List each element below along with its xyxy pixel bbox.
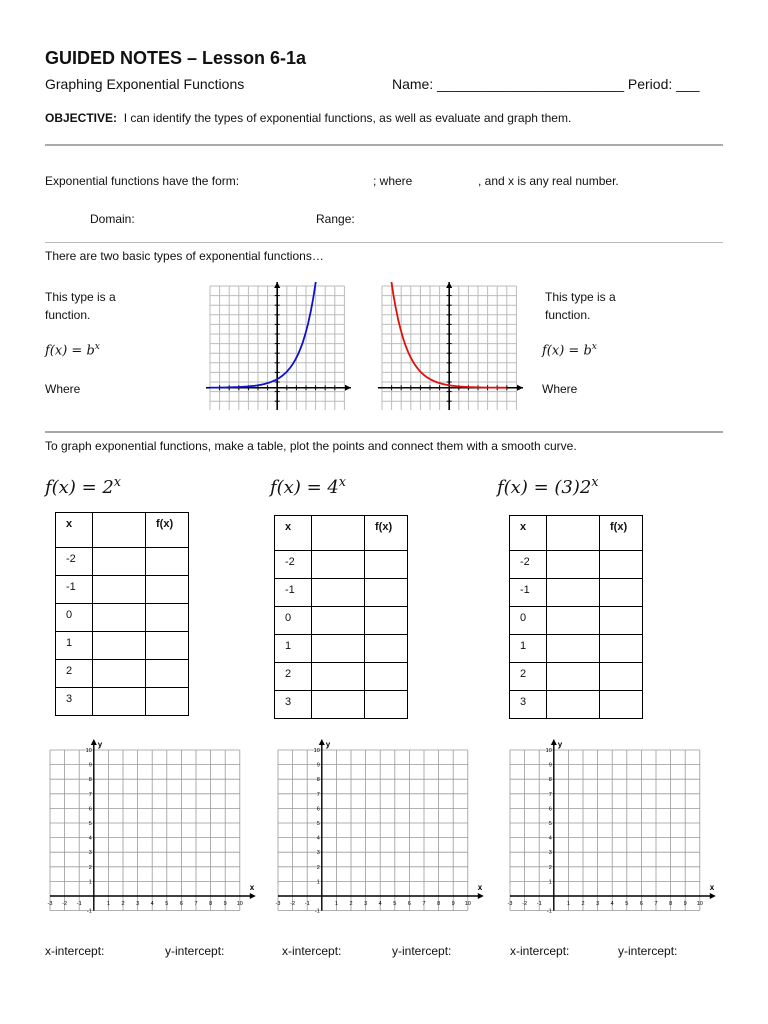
- left-where: Where: [45, 382, 81, 396]
- x-header: x: [510, 516, 547, 551]
- answer-cell[interactable]: [547, 607, 600, 635]
- answer-cell[interactable]: [93, 688, 146, 716]
- answer-cell[interactable]: [365, 663, 408, 691]
- right-formula: $f(x) = b^x$: [542, 342, 597, 359]
- answer-cell[interactable]: [365, 691, 408, 719]
- y-tick-label: 8: [548, 777, 552, 784]
- blank-header: [547, 516, 600, 551]
- x-value-cell: 1: [510, 635, 547, 663]
- y-tick-label: 10: [313, 748, 320, 754]
- table-row: [510, 691, 643, 719]
- x-value-cell: -2: [56, 548, 93, 576]
- y-tick-label: 2: [548, 864, 552, 871]
- form-label: Exponential functions have the form:: [45, 174, 240, 188]
- y-tick-label: 5: [316, 821, 320, 827]
- table-row: [510, 551, 643, 579]
- right-type-line2: function.: [545, 308, 591, 322]
- y-axis-arrow: [551, 739, 557, 745]
- x-tick-label: 9: [683, 901, 687, 907]
- x-tick-label: -1: [536, 901, 542, 907]
- value-table-3: [509, 515, 643, 719]
- answer-cell[interactable]: [600, 635, 643, 663]
- y-tick-label: 6: [316, 806, 320, 813]
- types-intro: There are two basic types of exponential functions…: [45, 249, 324, 263]
- growth-graph: [206, 282, 351, 410]
- divider: [45, 144, 723, 146]
- page-title: GUIDED NOTES – Lesson 6-1a: [45, 48, 307, 68]
- x-axis-label: x: [249, 883, 255, 892]
- graphing-instructions: To graph exponential functions, make a table, plot the points and connect them with a smooth curve.: [45, 439, 577, 453]
- x-axis-label: x: [709, 883, 715, 892]
- y-tick-label: 5: [88, 821, 92, 827]
- y-intercept-label: y-intercept:: [165, 944, 225, 958]
- x-tick-label: -2: [290, 901, 296, 907]
- x-tick-label: 4: [378, 901, 382, 907]
- function-2-label: $f(x) = 4^x$: [270, 474, 346, 498]
- x-value-cell: -2: [275, 551, 312, 579]
- any-real-label: , and x is any real number.: [478, 174, 619, 188]
- table-row: [510, 635, 643, 663]
- y-axis-arrow: [91, 739, 97, 745]
- divider: [45, 242, 723, 243]
- x-tick-label: 5: [165, 901, 169, 907]
- table-row: [275, 551, 408, 579]
- blank-header: [93, 513, 146, 548]
- answer-cell[interactable]: [312, 579, 365, 607]
- x-tick-label: -1: [304, 901, 310, 907]
- x-tick-label: 1: [106, 901, 110, 907]
- table-row: [56, 548, 189, 576]
- answer-cell[interactable]: [146, 632, 189, 660]
- blank-header: [312, 516, 365, 551]
- x-tick-label: 10: [236, 901, 243, 907]
- x-tick-label: 7: [422, 901, 426, 907]
- x-tick-label: 9: [451, 901, 455, 907]
- y-tick-label: 2: [316, 864, 320, 871]
- answer-cell[interactable]: [600, 691, 643, 719]
- where-label: ; where: [373, 174, 413, 188]
- x-tick-label: 9: [223, 901, 227, 907]
- range-label: Range:: [316, 212, 355, 226]
- x-tick-label: 1: [334, 901, 338, 907]
- left-type-line1: This type is a: [45, 290, 116, 304]
- answer-cell[interactable]: [312, 635, 365, 663]
- y-tick-label: 9: [316, 762, 320, 769]
- answer-cell[interactable]: [312, 607, 365, 635]
- x-tick-label: 4: [150, 901, 154, 907]
- domain-label: Domain:: [90, 212, 135, 226]
- fx-header: f(x): [600, 516, 643, 551]
- x-value-cell: 0: [510, 607, 547, 635]
- x-value-cell: 2: [510, 663, 547, 691]
- x-value-cell: 1: [56, 632, 93, 660]
- x-tick-label: 6: [179, 901, 183, 907]
- answer-cell[interactable]: [312, 551, 365, 579]
- x-value-cell: 0: [56, 604, 93, 632]
- table-row: [275, 663, 408, 691]
- table-row: [56, 660, 189, 688]
- x-value-cell: 3: [275, 691, 312, 719]
- y-axis-label: y: [557, 740, 563, 749]
- x-tick-label: -3: [47, 901, 53, 907]
- divider: [45, 431, 723, 433]
- x-value-cell: 3: [56, 688, 93, 716]
- answer-cell[interactable]: [93, 576, 146, 604]
- x-value-cell: -1: [56, 576, 93, 604]
- x-axis-arrow: [345, 385, 351, 391]
- value-table-1: [55, 512, 189, 716]
- x-tick-label: 10: [464, 901, 471, 907]
- y-axis-label: y: [325, 740, 331, 749]
- coordinate-grid-1[interactable]: [45, 738, 257, 922]
- answer-cell[interactable]: [547, 579, 600, 607]
- x-tick-label: 8: [669, 901, 673, 907]
- answer-cell[interactable]: [93, 548, 146, 576]
- x-tick-label: 6: [407, 901, 411, 907]
- table-row: [275, 579, 408, 607]
- x-tick-label: 3: [136, 901, 140, 907]
- y-tick-label: 1: [316, 879, 320, 886]
- answer-cell[interactable]: [547, 663, 600, 691]
- y-tick-label: 7: [548, 791, 552, 798]
- y-tick-label: 4: [316, 835, 320, 842]
- table-row: [56, 576, 189, 604]
- answer-cell[interactable]: [365, 579, 408, 607]
- x-axis-label: x: [477, 883, 483, 892]
- answer-cell[interactable]: [93, 632, 146, 660]
- x-tick-label: 8: [437, 901, 441, 907]
- answer-cell[interactable]: [146, 660, 189, 688]
- coordinate-grid-2[interactable]: [273, 738, 485, 922]
- x-value-cell: 2: [275, 663, 312, 691]
- y-tick-label: 8: [316, 777, 320, 784]
- x-axis-arrow: [517, 385, 523, 391]
- answer-cell[interactable]: [365, 635, 408, 663]
- x-tick-label: -3: [507, 901, 513, 907]
- answer-cell[interactable]: [600, 579, 643, 607]
- x-tick-label: 6: [639, 901, 643, 907]
- left-type-line2: function.: [45, 308, 91, 322]
- right-where: Where: [542, 382, 578, 396]
- x-value-cell: -2: [510, 551, 547, 579]
- y-tick-label: 7: [88, 791, 92, 798]
- table-row: [56, 632, 189, 660]
- x-tick-label: 8: [209, 901, 213, 907]
- x-header: x: [56, 513, 93, 548]
- answer-cell[interactable]: [146, 548, 189, 576]
- answer-cell[interactable]: [547, 635, 600, 663]
- x-tick-label: 5: [625, 901, 629, 907]
- y-tick-label: 3: [88, 850, 92, 857]
- x-intercept-label: x-intercept:: [45, 944, 105, 958]
- y-tick-label: -1: [546, 908, 552, 915]
- y-tick-label: 8: [88, 777, 92, 784]
- x-intercept-label: x-intercept:: [282, 944, 342, 958]
- x-value-cell: 2: [56, 660, 93, 688]
- answer-cell[interactable]: [547, 551, 600, 579]
- x-tick-label: 2: [121, 901, 125, 907]
- x-tick-label: 4: [610, 901, 614, 907]
- y-axis-arrow: [319, 739, 325, 745]
- answer-cell[interactable]: [93, 660, 146, 688]
- answer-cell[interactable]: [600, 663, 643, 691]
- table-row: [275, 607, 408, 635]
- x-tick-label: -2: [62, 901, 68, 907]
- y-tick-label: 6: [88, 806, 92, 813]
- y-tick-label: 9: [548, 762, 552, 769]
- growth-curve: [210, 282, 316, 388]
- x-tick-label: 2: [349, 901, 353, 907]
- y-tick-label: 10: [85, 748, 92, 754]
- y-axis-arrow: [274, 282, 280, 288]
- table-row: [275, 691, 408, 719]
- page-subtitle: Graphing Exponential Functions: [45, 76, 245, 92]
- answer-cell[interactable]: [600, 607, 643, 635]
- y-tick-label: 6: [548, 806, 552, 813]
- answer-cell[interactable]: [146, 688, 189, 716]
- y-tick-label: 1: [548, 879, 552, 886]
- answer-cell[interactable]: [600, 551, 643, 579]
- y-tick-label: 7: [316, 791, 320, 798]
- answer-cell[interactable]: [93, 604, 146, 632]
- name-period-field[interactable]: Name: ________________________ Period: ___: [392, 76, 700, 92]
- x-intercept-label: x-intercept:: [510, 944, 570, 958]
- x-tick-label: 10: [696, 901, 703, 907]
- x-tick-label: 3: [364, 901, 368, 907]
- answer-cell[interactable]: [146, 576, 189, 604]
- objective-label: OBJECTIVE:: [45, 111, 118, 125]
- table-row: [56, 688, 189, 716]
- y-tick-label: 3: [316, 850, 320, 857]
- y-tick-label: 9: [88, 762, 92, 769]
- left-type-text: [45, 288, 116, 324]
- y-tick-label: 10: [545, 748, 552, 754]
- x-axis-arrow: [478, 893, 484, 899]
- answer-cell[interactable]: [547, 691, 600, 719]
- fx-header: f(x): [365, 516, 408, 551]
- x-header: x: [275, 516, 312, 551]
- y-tick-label: 2: [88, 864, 92, 871]
- y-tick-label: 5: [548, 821, 552, 827]
- answer-cell[interactable]: [365, 551, 408, 579]
- function-3-label: $f(x) = (3)2^x$: [497, 474, 599, 498]
- value-table-2: [274, 515, 408, 719]
- x-tick-label: 3: [596, 901, 600, 907]
- fx-header: f(x): [146, 513, 189, 548]
- x-tick-label: 1: [566, 901, 570, 907]
- table-row: [56, 604, 189, 632]
- x-value-cell: 3: [510, 691, 547, 719]
- x-tick-label: -2: [522, 901, 528, 907]
- right-type-text: [545, 288, 616, 324]
- y-tick-label: 1: [88, 879, 92, 886]
- answer-cell[interactable]: [146, 604, 189, 632]
- y-tick-label: -1: [86, 908, 92, 915]
- objective-text: I can identify the types of exponential functions, as well as evaluate and graph them.: [123, 111, 572, 125]
- answer-cell[interactable]: [365, 607, 408, 635]
- answer-cell[interactable]: [312, 663, 365, 691]
- x-value-cell: 0: [275, 607, 312, 635]
- y-intercept-label: y-intercept:: [392, 944, 452, 958]
- x-tick-label: 7: [194, 901, 198, 907]
- x-tick-label: 7: [654, 901, 658, 907]
- x-value-cell: 1: [275, 635, 312, 663]
- left-formula: $f(x) = b^x$: [45, 342, 100, 359]
- x-value-cell: -1: [510, 579, 547, 607]
- x-tick-label: 5: [393, 901, 397, 907]
- y-axis-label: y: [97, 740, 103, 749]
- x-tick-label: -1: [76, 901, 82, 907]
- table-row: [275, 635, 408, 663]
- y-axis-arrow: [446, 282, 452, 288]
- table-row: [510, 579, 643, 607]
- y-intercept-label: y-intercept:: [618, 944, 678, 958]
- decay-graph: [378, 282, 523, 410]
- table-row: [510, 607, 643, 635]
- answer-cell[interactable]: [312, 691, 365, 719]
- y-tick-label: 3: [548, 850, 552, 857]
- x-axis-arrow: [250, 893, 256, 899]
- y-tick-label: 4: [88, 835, 92, 842]
- table-row: [510, 663, 643, 691]
- y-tick-label: -1: [314, 908, 320, 915]
- x-tick-label: 2: [581, 901, 585, 907]
- x-axis-arrow: [710, 893, 716, 899]
- x-tick-label: -3: [275, 901, 281, 907]
- y-tick-label: 4: [548, 835, 552, 842]
- coordinate-grid-3[interactable]: [505, 738, 717, 922]
- right-type-line1: This type is a: [545, 290, 616, 304]
- x-value-cell: -1: [275, 579, 312, 607]
- objective: [45, 111, 571, 125]
- function-1-label: $f(x) = 2^x$: [45, 474, 121, 498]
